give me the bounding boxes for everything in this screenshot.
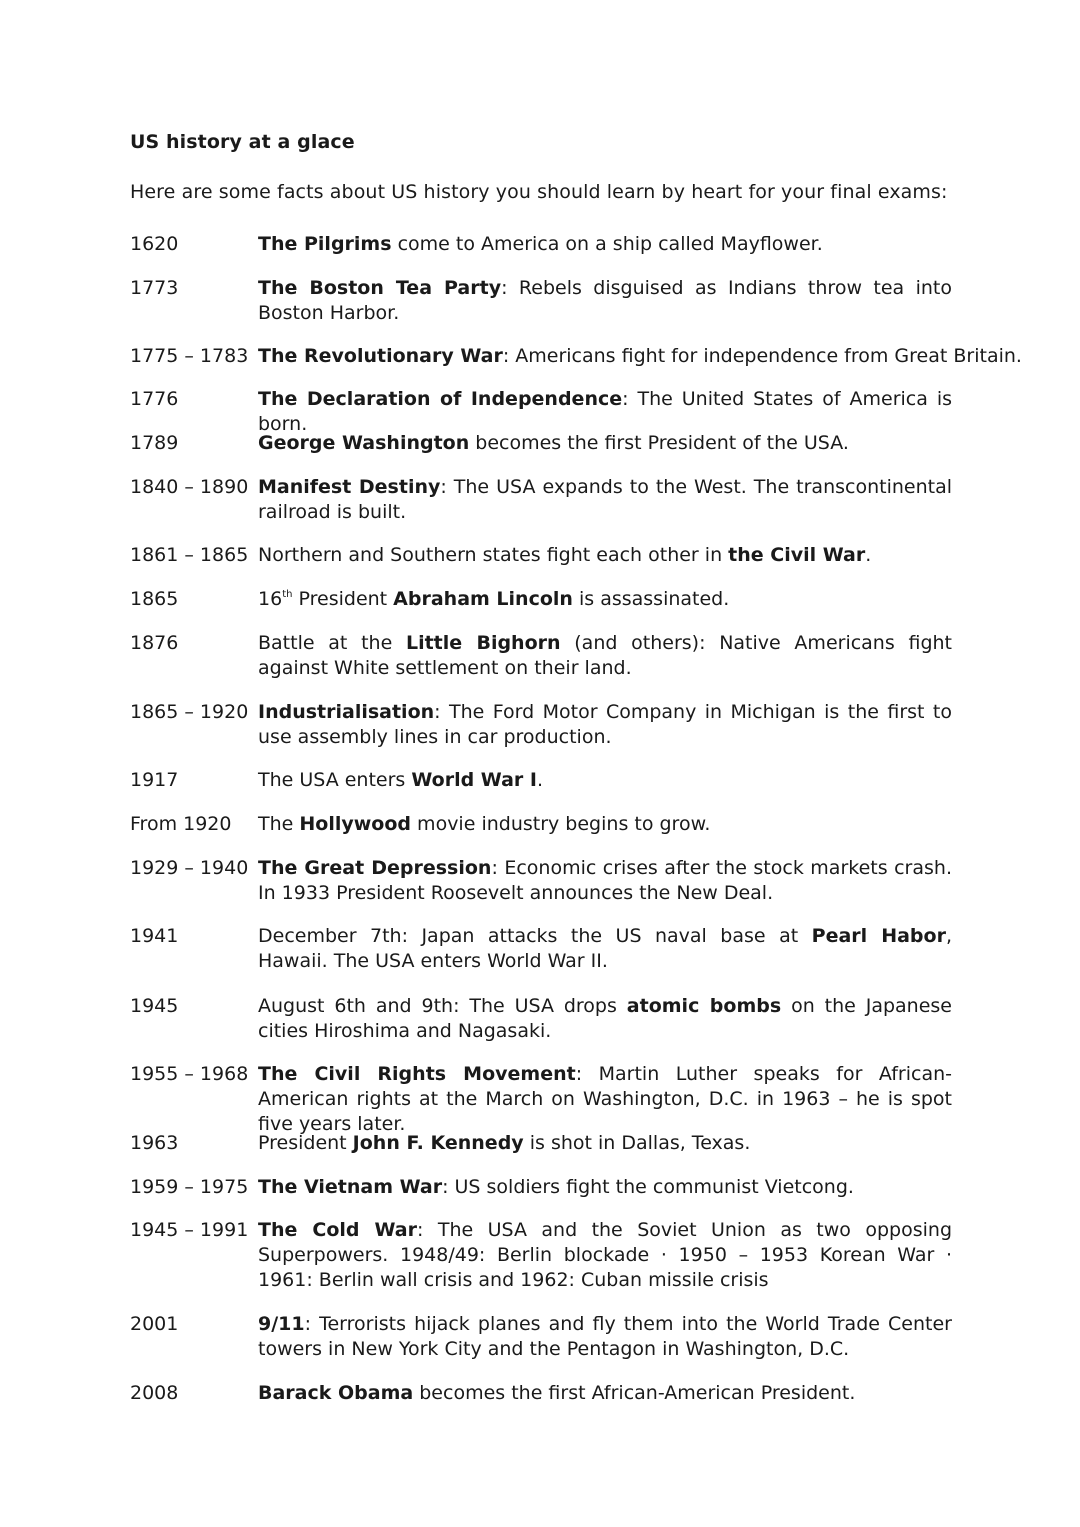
entry-year: 1773 [130,277,179,299]
entry-key-term: Manifest Destiny [258,476,441,498]
entry-year: 1876 [130,632,179,654]
entry-text: : Rebels disguised as Indians throw tea into Boston Harbor. [258,277,953,324]
entry-year: 1861 – 1865 [130,544,249,566]
entry-key-term: Abraham Lincoln [393,588,573,610]
entry-year: 1963 [130,1132,179,1154]
entry-description [258,994,952,1044]
entry-text: December 7th: Japan attacks the US naval base at [258,925,812,947]
entry-description [258,387,952,437]
entry-text: Northern and Southern states fight each other in [258,544,729,566]
entry-description [258,1218,952,1293]
document-title: US history at a glace [130,131,355,153]
entry-description [258,1312,952,1362]
entry-text: : Economic crises after the stock markets crash. In 1933 President Roosevelt announces the New Deal. [258,857,952,904]
entry-year: 1840 – 1890 [130,476,249,498]
entry-description [258,344,1022,369]
entry-text: President [258,1132,353,1154]
entry-description [258,1062,952,1137]
entry-key-term: Little Bighorn [405,632,561,654]
entry-key-term: The Great Depression [258,857,492,879]
entry-year: 2008 [130,1382,179,1404]
entry-description [258,700,952,750]
entry-key-term: The Declaration of Independence [258,388,623,410]
entry-year: 1776 [130,388,179,410]
entry-key-term: 9/11 [258,1313,305,1335]
ordinal-suffix: th [282,589,293,600]
entry-description [258,1175,952,1200]
entry-text: : Americans fight for independence from Great Britain. [502,345,1022,367]
entry-year: 1955 – 1968 [130,1063,249,1085]
entry-key-term: George Washington [258,432,470,454]
entry-year: 1865 – 1920 [130,701,249,723]
entry-text: is shot in Dallas, Texas. [523,1132,751,1154]
entry-text: : US soldiers fight the communist Vietcong. [442,1176,854,1198]
entry-key-term: the Civil War [728,544,866,566]
entry-text: . [536,769,543,791]
entry-text: : Terrorists hijack planes and fly them into the World Trade Center towers in New York City and the Pentagon in Washington, D.C. [258,1313,952,1360]
entry-text: , Hawaii. The USA enters World War II. [258,925,952,972]
entry-text: : The United States of America is born. [258,388,952,435]
entry-text: on the Japanese cities Hiroshima and Nagasaki. [258,995,952,1042]
entry-text: (and others): Native Americans fight against White settlement on their land. [258,632,952,679]
intro-paragraph: Here are some facts about US history you should learn by heart for your final exams: [130,181,948,203]
entry-description [258,856,952,906]
entry-key-term: Barack Obama [258,1382,414,1404]
entry-text: August 6th and 9th: The USA drops [258,995,627,1017]
entry-description [258,812,952,837]
entry-key-term: World War I [411,769,537,791]
entry-key-term: The Pilgrims [258,233,392,255]
entry-description [258,543,952,568]
entry-description [258,924,952,974]
entry-key-term: The Civil Rights Movement [258,1063,576,1085]
entry-text: : Martin Luther speaks for African-American rights at the March on Washington, D.C. in 1963 – he is spot five years later. [258,1063,952,1135]
entry-text: 16 [258,588,283,610]
entry-description [258,431,952,456]
entry-year: 2001 [130,1313,179,1335]
entry-description [258,587,952,612]
entry-year: 1929 – 1940 [130,857,249,879]
entry-year: 1620 [130,233,179,255]
entry-key-term: The Vietnam War [258,1176,443,1198]
entry-description [258,631,952,681]
entry-year: 1941 [130,925,179,947]
entry-year: 1959 – 1975 [130,1176,249,1198]
entry-description [258,1131,952,1156]
entry-text: is assassinated. [572,588,730,610]
entry-text: becomes the first African-American President. [413,1382,856,1404]
entry-description [258,232,952,257]
entry-description [258,276,952,326]
entry-key-term: The Cold War [258,1219,417,1241]
entry-text: : The USA and the Soviet Union as two opposing Superpowers. 1948/49: Berlin blockade · 1950 – 1953 Korean War · 1961: Berlin wall crisis and 1962: Cuban missile crisis [258,1219,953,1291]
entry-year: 1945 – 1991 [130,1219,249,1241]
entry-text: The USA enters [258,769,412,791]
entry-key-term: John F. Kennedy [352,1132,524,1154]
entry-text: : The USA expands to the West. The transcontinental railroad is built. [258,476,952,523]
entry-key-term: Pearl Habor [811,925,946,947]
entry-year: From 1920 [130,813,232,835]
entry-year: 1917 [130,769,179,791]
entry-year: 1775 – 1783 [130,345,249,367]
entry-text: The [258,813,300,835]
entry-key-term: The Revolutionary War [258,345,503,367]
entry-description [258,475,952,525]
entry-text: . [865,544,872,566]
entry-year: 1945 [130,995,179,1017]
entry-text: : The Ford Motor Company in Michigan is the first to use assembly lines in car production. [258,701,952,748]
entry-text: come to America on a ship called Mayflower. [391,233,823,255]
entry-key-term: atomic bombs [626,995,782,1017]
entry-year: 1789 [130,432,179,454]
entry-text: Battle at the [258,632,406,654]
entry-key-term: Industrialisation [258,701,435,723]
entry-text: President [292,588,394,610]
entry-key-term: The Boston Tea Party [258,277,502,299]
entry-key-term: Hollywood [299,813,412,835]
entry-year: 1865 [130,588,179,610]
entry-description [258,1381,952,1406]
entry-text: becomes the first President of the USA. [469,432,849,454]
entry-description [258,768,952,793]
entry-text: movie industry begins to grow. [411,813,711,835]
